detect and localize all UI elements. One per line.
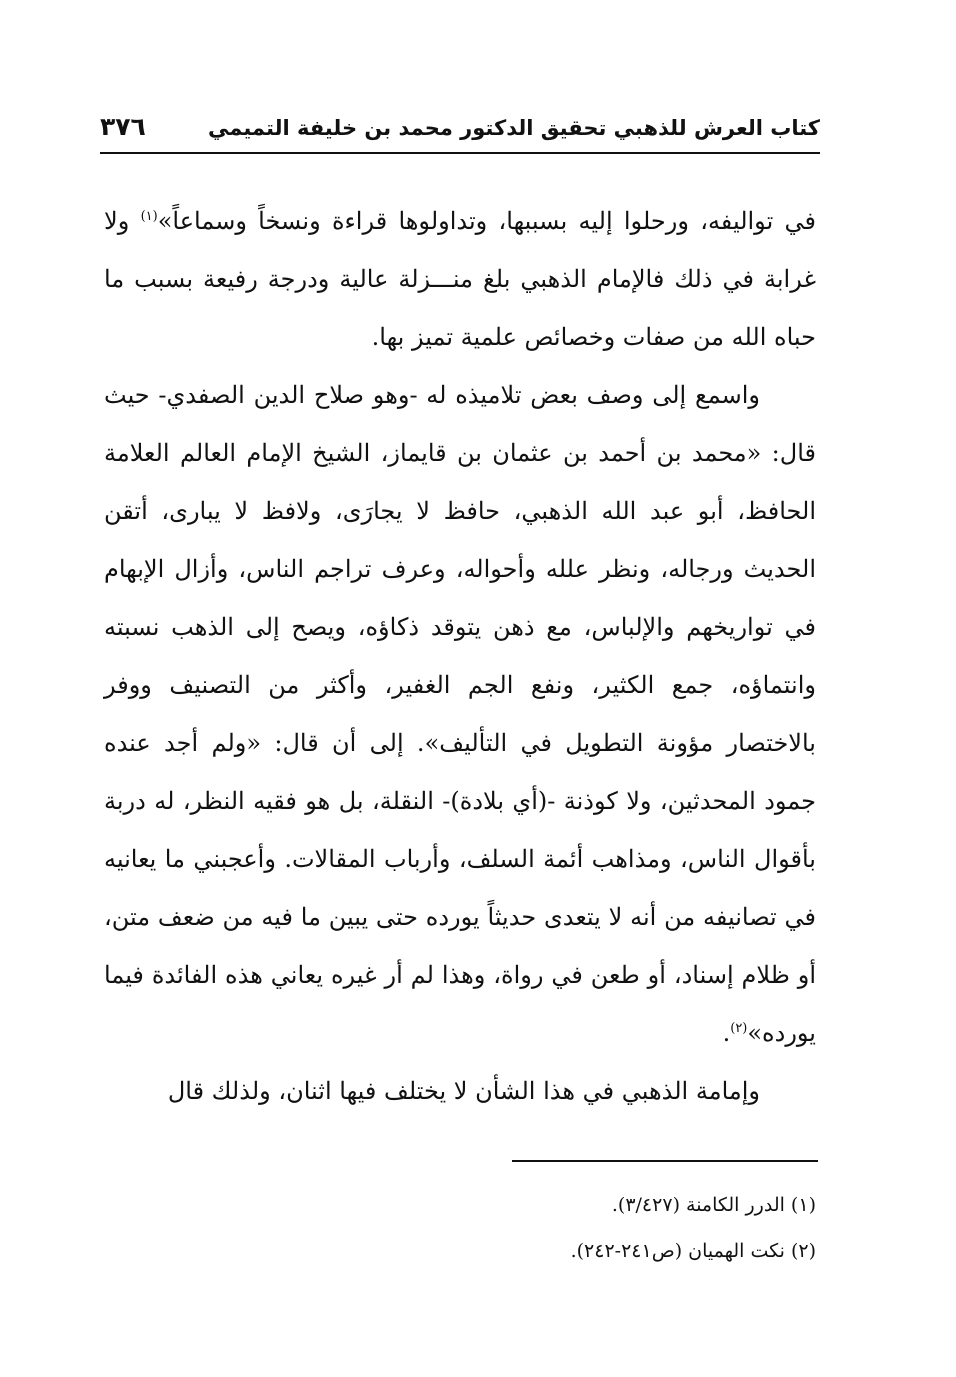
footnote-2: (٢) نكت الهميان (ص٢٤١-٢٤٢).	[570, 1240, 816, 1262]
paragraph-2-text: واسمع إلى وصف بعض تلاميذه له -وهو صلاح الدين الصفدي- حيث قال: «محمد بن أحمد بن عثمان بن قايماز، الشيخ الإمام العالم العلامة الحافظ، أبو عبد الله الذهبي، حافظ لا يجارَى، ولافظ لا يبارى، أتقن الحديث ورجاله، ونظر علله وأحواله، وعرف تراجم الناس، وأزال الإبهام في تواريخهم والإلباس، مع ذهن يتوقد ذكاؤه، ويصح إلى الذهب نسبته وانتماؤه، جمع الكثير، ونفع الجم الغفير، وأكثر من التصنيف ووفر بالاختصار مؤونة التطويل في التأليف». إلى أن قال: «ولم أجد عنده جمود المحدثين، ولا كوذنة -(أي بلادة)- النقلة، بل هو فقيه النظر، له دربة بأقوال الناس، ومذاهب أئمة السلف، وأرباب المقالات. وأعجبني ما يعانيه في تصانيفه من أنه لا يتعدى حديثاً يورده حتى يبين ما فيه من ضعف متن، أو ظلام إسناد، أو طعن في رواة، وهذا لم أر غيره يعاني هذه الفائدة فيما يورده»	[104, 381, 816, 1047]
footnote-ref-1: (١)	[140, 209, 158, 224]
header-title: كتاب العرش للذهبي تحقيق الدكتور محمد بن خليفة التميمي	[208, 116, 820, 140]
paragraph-3	[104, 1062, 816, 1120]
running-header	[100, 112, 820, 152]
paragraph-1-rest: ولا غرابة في ذلك فالإمام الذهبي بلغ منـــزلة عالية ودرجة رفيعة بسبب ما حباه الله من صفات وخصائص علمية تميز بها.	[104, 207, 816, 351]
paragraph-1	[104, 192, 816, 366]
page-number: ٣٧٦	[100, 112, 146, 141]
footnotes	[300, 1182, 816, 1274]
footnote-ref-2: (٢)	[730, 1021, 748, 1036]
footnote-divider	[512, 1160, 818, 1162]
main-text	[104, 192, 816, 1120]
paragraph-3-text: وإمامة الذهبي في هذا الشأن لا يختلف فيها اثنان، ولذلك قال	[167, 1077, 760, 1105]
paragraph-1-text: في تواليفه، ورحلوا إليه بسببها، وتداولوها قراءة ونسخاً وسماعاً»	[157, 207, 817, 235]
footnote-1: (١) الدرر الكامنة (٣/٤٢٧).	[611, 1194, 816, 1216]
paragraph-2	[104, 366, 816, 1062]
paragraph-2-end: .	[722, 1019, 731, 1047]
header-divider	[100, 152, 820, 154]
